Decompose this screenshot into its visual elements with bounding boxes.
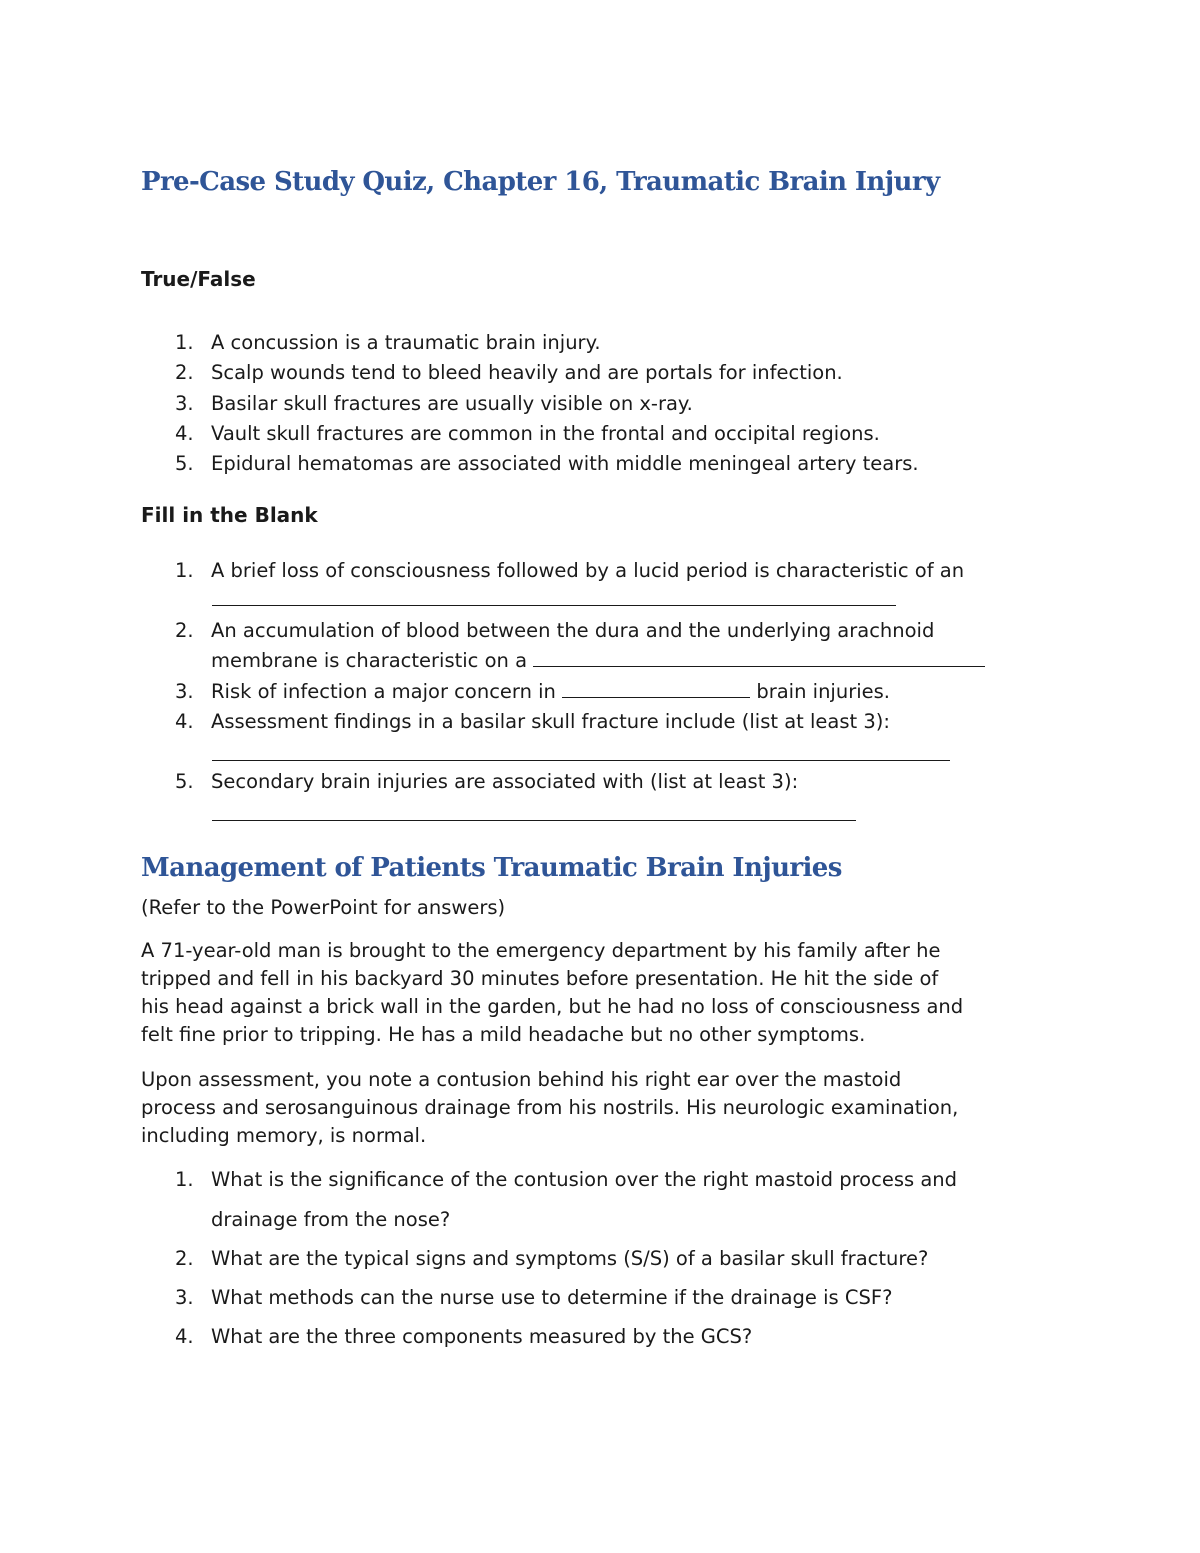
question-item [175, 1322, 752, 1352]
instruction-note: (Refer to the PowerPoint for answers) [141, 896, 506, 919]
case-paragraph-line: felt fine prior to tripping. He has a mild headache but no other symptoms. [141, 1023, 866, 1046]
question-item-continuation: drainage from the nose? [211, 1208, 451, 1231]
question-item [175, 1244, 928, 1274]
item-number: 2. [175, 619, 194, 642]
case-paragraph-line: Upon assessment, you note a contusion behind his right ear over the mastoid [141, 1068, 902, 1091]
item-number: 2. [175, 361, 194, 384]
item-text: What is the significance of the contusion over the right mastoid process and [211, 1168, 958, 1191]
item-number: 1. [175, 559, 194, 582]
case-paragraph-line: his head against a brick wall in the garden, but he had no loss of consciousness and [141, 995, 964, 1018]
item-text: An accumulation of blood between the dura and the underlying arachnoid [211, 619, 935, 642]
true-false-item [175, 328, 601, 358]
answer-blank[interactable] [533, 646, 985, 667]
item-number: 1. [175, 1168, 194, 1191]
case-paragraph-line: including memory, is normal. [141, 1124, 427, 1147]
fill-blank-item [175, 556, 964, 586]
true-false-item [175, 358, 843, 388]
item-text: What are the typical signs and symptoms (S/S) of a basilar skull fracture? [211, 1247, 929, 1270]
item-text: Epidural hematomas are associated with middle meningeal artery tears. [211, 452, 919, 475]
fill-blank-heading: Fill in the Blank [141, 503, 318, 527]
item-number: 3. [175, 680, 194, 703]
item-number: 5. [175, 770, 194, 793]
item-number: 3. [175, 392, 194, 415]
item-text: membrane is characteristic on a [211, 649, 528, 672]
true-false-item [175, 389, 693, 419]
section-heading: Management of Patients Traumatic Brain Injuries [141, 853, 842, 883]
true-false-item [175, 419, 880, 449]
item-number: 4. [175, 710, 194, 733]
item-number: 2. [175, 1247, 194, 1270]
item-text: Vault skull fractures are common in the frontal and occipital regions. [211, 422, 880, 445]
fill-blank-item [175, 707, 890, 737]
item-text: What methods can the nurse use to determine if the drainage is CSF? [211, 1286, 893, 1309]
answer-blank[interactable] [212, 605, 896, 606]
item-text: Assessment findings in a basilar skull fracture include (list at least 3): [211, 710, 890, 733]
item-text: Scalp wounds tend to bleed heavily and are portals for infection. [211, 361, 843, 384]
item-text: Secondary brain injuries are associated with (list at least 3): [211, 770, 799, 793]
true-false-item [175, 449, 919, 479]
answer-blank[interactable] [212, 820, 856, 821]
fill-blank-item [175, 677, 890, 707]
question-item [175, 1283, 892, 1313]
item-text: What are the three components measured by the GCS? [211, 1325, 753, 1348]
item-number: 4. [175, 1325, 194, 1348]
case-paragraph-line: tripped and fell in his backyard 30 minutes before presentation. He hit the side of [141, 967, 939, 990]
case-paragraph-line: A 71-year-old man is brought to the emergency department by his family after he [141, 939, 941, 962]
item-number: 5. [175, 452, 194, 475]
answer-blank[interactable] [212, 760, 950, 761]
fill-blank-item [175, 616, 934, 646]
item-number: 4. [175, 422, 194, 445]
item-number: 1. [175, 331, 194, 354]
fill-blank-item-continuation [211, 646, 985, 676]
item-text: Basilar skull fractures are usually visible on x-ray. [211, 392, 693, 415]
item-text: Risk of infection a major concern in [211, 680, 556, 703]
item-text: brain injuries. [756, 680, 890, 703]
item-number: 3. [175, 1286, 194, 1309]
answer-blank[interactable] [562, 677, 750, 698]
true-false-heading: True/False [141, 267, 256, 291]
page-title: Pre-Case Study Quiz, Chapter 16, Traumatic Brain Injury [141, 167, 940, 197]
item-text: A concussion is a traumatic brain injury. [211, 331, 601, 354]
fill-blank-item [175, 767, 798, 797]
case-paragraph-line: process and serosanguinous drainage from his nostrils. His neurologic examination, [141, 1096, 959, 1119]
question-item [175, 1165, 957, 1195]
item-text: A brief loss of consciousness followed by a lucid period is characteristic of an [211, 559, 965, 582]
